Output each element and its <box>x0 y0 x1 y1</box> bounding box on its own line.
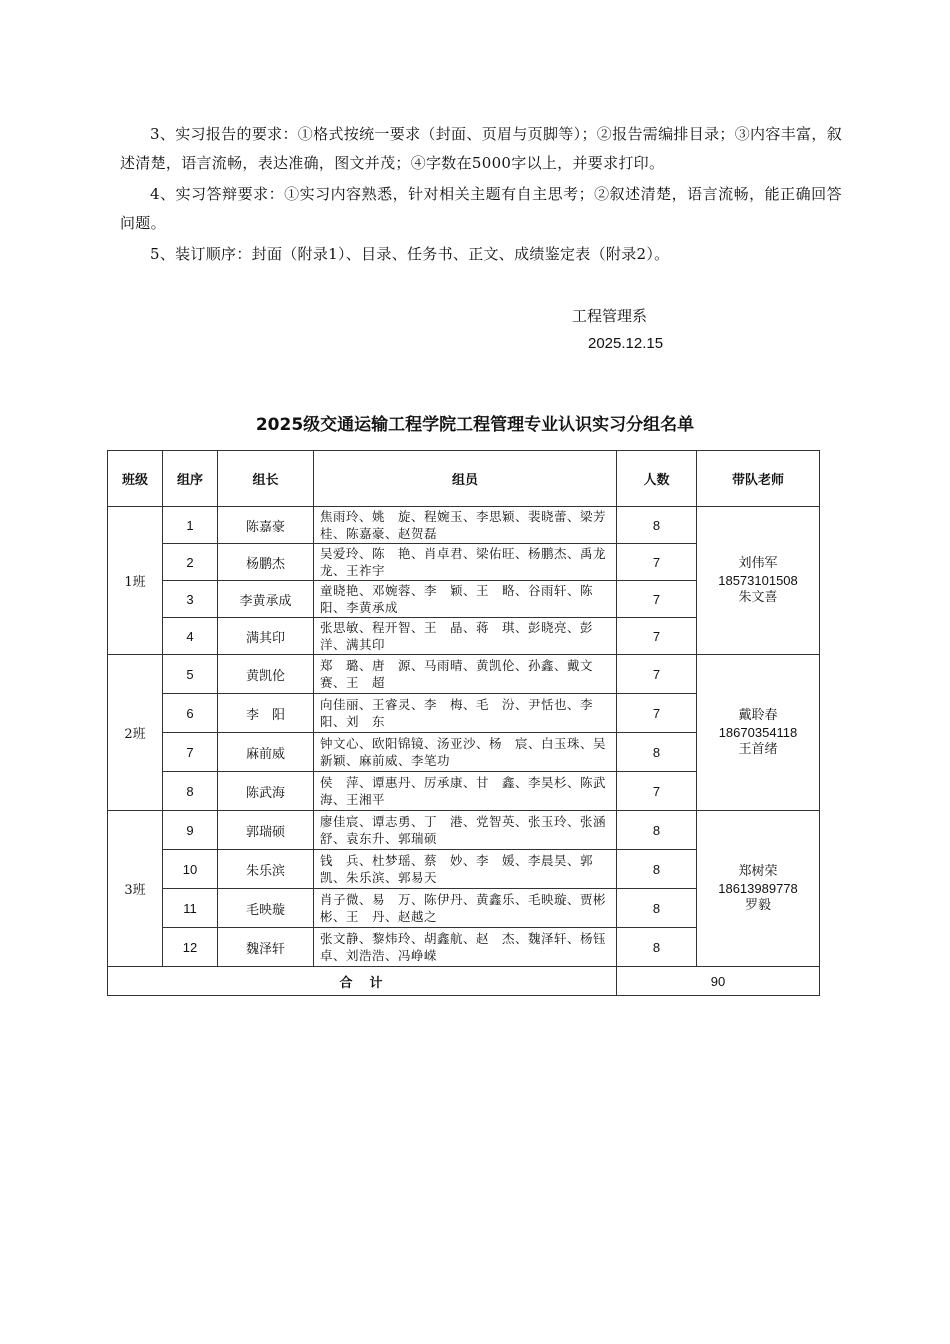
teacher-name: 罗毅 <box>744 898 771 913</box>
group-no: 5 <box>163 655 218 694</box>
teacher-phone: 18670354118 <box>718 725 798 740</box>
group-members: 廖佳宸、谭志勇、丁 港、党智英、张玉玲、张涵舒、袁东升、郭瑞硕 <box>314 811 617 850</box>
class-name: 2班 <box>108 655 163 811</box>
group-leader: 满其印 <box>218 618 314 655</box>
table-title: 2025级交通运输工程学院工程管理专业认识实习分组名单 <box>255 415 695 435</box>
header-members: 组员 <box>314 451 617 507</box>
header-class: 班级 <box>108 451 163 507</box>
group-count: 7 <box>617 618 697 655</box>
group-leader: 郭瑞硕 <box>218 811 314 850</box>
group-leader: 杨鹏杰 <box>218 544 314 581</box>
header-group-no: 组序 <box>163 451 218 507</box>
group-count: 7 <box>617 772 697 811</box>
header-count: 人数 <box>617 451 697 507</box>
group-leader: 黄凯伦 <box>218 655 314 694</box>
group-leader: 毛映璇 <box>218 889 314 928</box>
group-members: 侯 萍、谭惠丹、厉承康、甘 鑫、李昊杉、陈武海、王湘平 <box>314 772 617 811</box>
group-leader: 陈武海 <box>218 772 314 811</box>
group-members: 焦雨玲、姚 旋、程婉玉、李思颖、裴晓蕾、梁芳桂、陈嘉豪、赵贺磊 <box>314 507 617 544</box>
group-no: 6 <box>163 694 218 733</box>
group-leader: 魏泽轩 <box>218 928 314 967</box>
requirement-defense: 4、实习答辩要求：①实习内容熟悉，针对相关主题有自主思考；②叙述清楚，语言流畅，能正确回答问题。 <box>120 185 842 232</box>
group-members: 钟文心、欧阳锦镜、汤亚沙、杨 宸、白玉珠、吴新颖、麻前威、李笔功 <box>314 733 617 772</box>
class-teacher <box>697 655 820 811</box>
group-leader: 李 阳 <box>218 694 314 733</box>
header-leader: 组长 <box>218 451 314 507</box>
group-members: 张文静、黎炜玲、胡鑫航、赵 杰、魏泽轩、杨钰卓、刘浩浩、冯峥嵘 <box>314 928 617 967</box>
group-count: 7 <box>617 655 697 694</box>
group-count: 8 <box>617 507 697 544</box>
group-leader: 陈嘉豪 <box>218 507 314 544</box>
group-count: 8 <box>617 811 697 850</box>
table-header-row <box>108 451 820 507</box>
group-members: 张思敏、程开智、王 晶、蒋 琪、彭晓亮、彭 洋、满其印 <box>314 618 617 655</box>
group-members: 郑 璐、唐 源、马雨晴、黄凯伦、孙鑫、戴文赛、王 超 <box>314 655 617 694</box>
group-members: 肖子微、易 万、陈伊丹、黄鑫乐、毛映璇、贾彬彬、王 丹、赵越之 <box>314 889 617 928</box>
class-name: 1班 <box>108 507 163 655</box>
group-members: 童晓艳、邓婉蓉、李 颖、王 略、谷雨轩、陈 阳、李黄承成 <box>314 581 617 618</box>
group-no: 7 <box>163 733 218 772</box>
header-teacher: 带队老师 <box>697 451 820 507</box>
group-members: 向佳丽、王睿灵、李 梅、毛 汾、尹恬也、李 阳、刘 东 <box>314 694 617 733</box>
department-signature: 工程管理系 <box>572 307 648 325</box>
teacher-phone: 18573101508 <box>718 573 798 588</box>
class-name: 3班 <box>108 811 163 967</box>
group-no: 4 <box>163 618 218 655</box>
binding-order: 5、装订顺序：封面（附录1）、目录、任务书、正文、成绩鉴定表（附录2）。 <box>150 245 670 263</box>
group-no: 1 <box>163 507 218 544</box>
group-count: 7 <box>617 581 697 618</box>
group-members: 钱 兵、杜梦瑶、蔡 妙、李 媛、李晨昊、郭 凯、朱乐滨、郭易天 <box>314 850 617 889</box>
group-no: 11 <box>163 889 218 928</box>
group-no: 8 <box>163 772 218 811</box>
teacher-name: 戴聆春 <box>738 708 778 723</box>
group-count: 8 <box>617 733 697 772</box>
teacher-name: 郑树荣 <box>738 864 778 879</box>
group-no: 10 <box>163 850 218 889</box>
requirement-report: 3、实习报告的要求：①格式按统一要求（封面、页眉与页脚等）；②报告需编排目录；③内容丰富，叙述清楚，语言流畅，表达准确，图文并茂；④字数在5000字以上，并要求打印。 <box>120 125 842 172</box>
class-teacher <box>697 811 820 967</box>
group-no: 3 <box>163 581 218 618</box>
table-row <box>108 507 820 544</box>
group-count: 7 <box>617 544 697 581</box>
group-no: 9 <box>163 811 218 850</box>
signature-date: 2025.12.15 <box>588 335 664 352</box>
group-count: 8 <box>617 928 697 967</box>
group-count: 8 <box>617 889 697 928</box>
total-value: 90 <box>617 967 820 996</box>
group-members: 吴爱玲、陈 艳、肖卓君、梁佑旺、杨鹏杰、禹龙龙、王祚宇 <box>314 544 617 581</box>
teacher-name: 朱文喜 <box>738 590 778 605</box>
group-no: 2 <box>163 544 218 581</box>
group-count: 7 <box>617 694 697 733</box>
table-row <box>108 655 820 694</box>
group-no: 12 <box>163 928 218 967</box>
teacher-phone: 18613989778 <box>718 881 798 896</box>
table-row <box>108 811 820 850</box>
group-count: 8 <box>617 850 697 889</box>
teacher-name: 刘伟军 <box>738 556 778 571</box>
group-leader: 麻前威 <box>218 733 314 772</box>
total-row <box>108 967 820 996</box>
teacher-name: 王首绪 <box>738 742 778 757</box>
group-table <box>107 450 820 996</box>
class-teacher <box>697 507 820 655</box>
group-leader: 李黄承成 <box>218 581 314 618</box>
total-label: 合 计 <box>108 967 617 996</box>
group-leader: 朱乐滨 <box>218 850 314 889</box>
